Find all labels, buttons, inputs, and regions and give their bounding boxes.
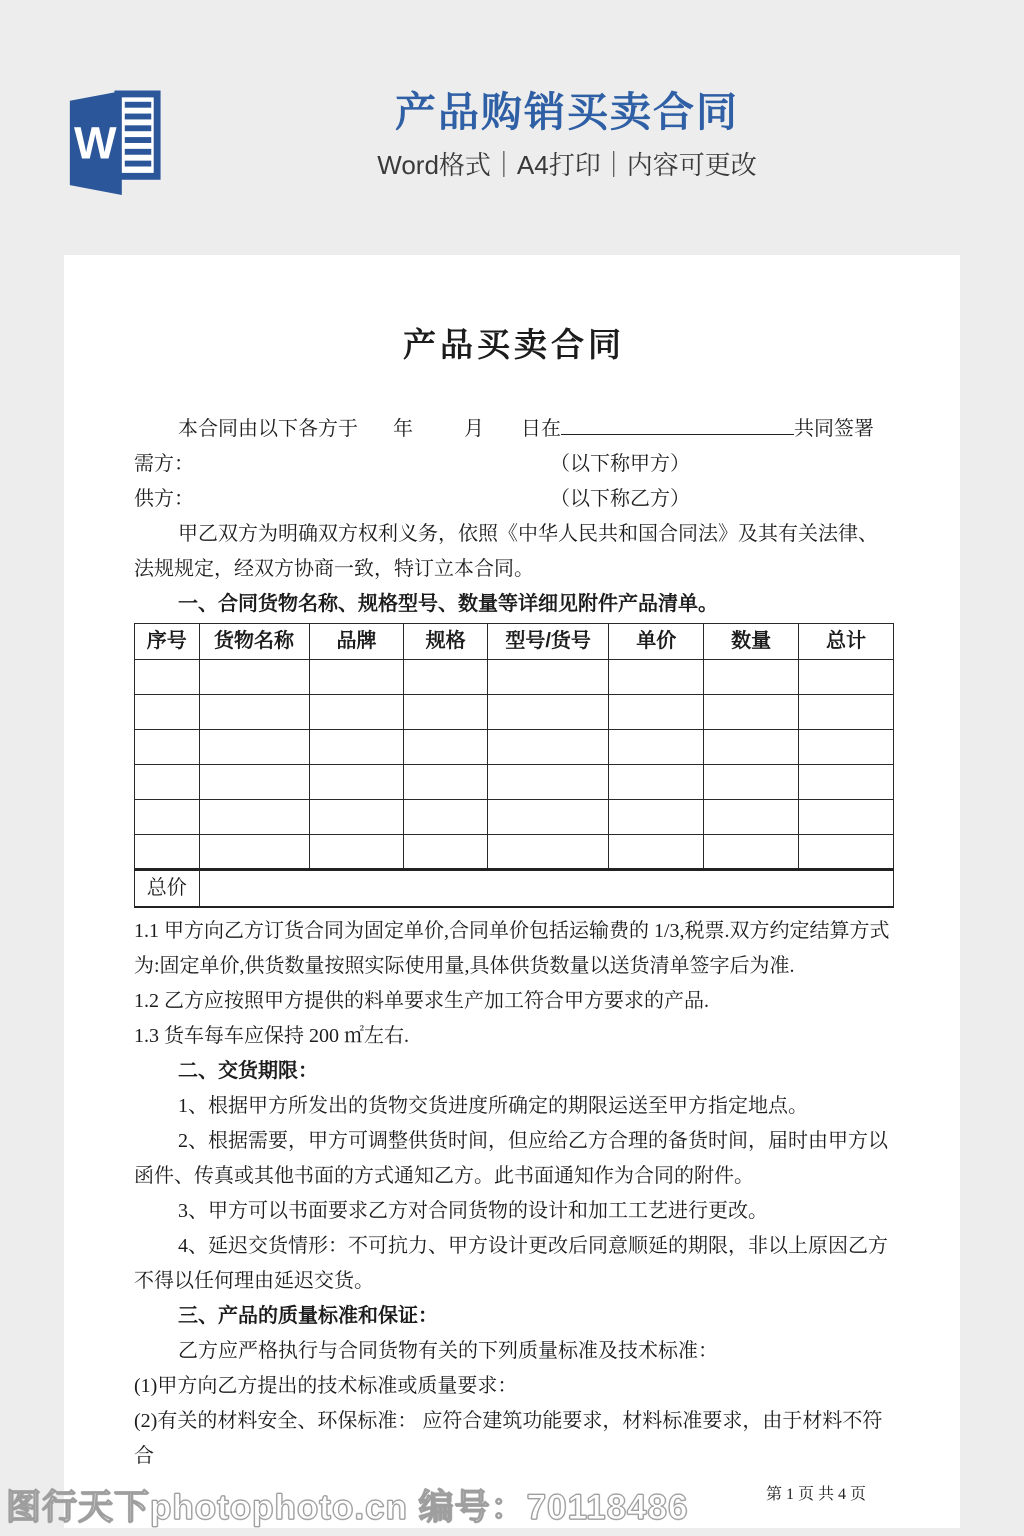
template-title: 产品购销买卖合同 — [395, 89, 739, 135]
goods-table — [134, 623, 894, 908]
clause-2-3: 3、甲方可以书面要求乙方对合同货物的设计和加工工艺进行更改。 — [178, 1200, 768, 1222]
clause-2-2: 2、根据需要，甲方可调整供货时间，但应给乙方合理的备货时间，届时由甲方以函件、传真或其他书面的方式通知乙方。此书面通知作为合同的附件。 — [134, 1130, 888, 1187]
total-price-value-cell — [199, 870, 894, 908]
clauses-section-2 — [134, 1089, 894, 1299]
party-supply-label: 供方： — [134, 488, 194, 510]
col-unit-price: 单价 — [609, 624, 704, 660]
clauses-section-3 — [134, 1334, 894, 1474]
party-supply-line — [134, 482, 894, 517]
section-3-heading: 三、产品的质量标准和保证： — [178, 1305, 438, 1327]
party-demand-note: （以下称甲方） — [550, 453, 690, 475]
contract-title: 产品买卖合同 — [403, 328, 625, 364]
col-spec: 规格 — [404, 624, 487, 660]
signing-line-pre: 本合同由以下各方于 — [178, 418, 358, 440]
clause-2-1: 1、根据甲方所发出的货物交货进度所确定的期限运送至甲方指定地点。 — [178, 1095, 808, 1117]
clause-1-1: 1.1 甲方向乙方订货合同为固定单价,合同单价包括运输费的 1/3,税票.双方约定结算方式为:固定单价,供货数量按照实际使用量,具体供货数量以送货清单签字后为准. — [134, 920, 890, 977]
table-row — [135, 800, 894, 835]
preamble: 甲乙双方为明确双方权利义务，依照《中华人民共和国合同法》及其有关法律、法规规定，经双方协商一致，特订立本合同。 — [134, 523, 878, 580]
table-row — [135, 835, 894, 870]
clause-1-2: 1.2 乙方应按照甲方提供的料单要求生产加工符合甲方要求的产品. — [134, 990, 709, 1012]
total-price-row — [135, 870, 894, 908]
page-number: 第 1 页 共 4 页 — [765, 1486, 866, 1503]
clause-1-3: 1.3 货车每车应保持 200 ㎡左右. — [134, 1025, 409, 1047]
table-row — [135, 695, 894, 730]
signing-line-year: 年 — [393, 418, 413, 440]
col-quantity: 数量 — [704, 624, 799, 660]
word-letter: W — [74, 117, 117, 169]
document-content — [64, 255, 960, 1510]
signing-place-blank — [561, 415, 794, 435]
col-total: 总计 — [799, 624, 894, 660]
table-row — [135, 765, 894, 800]
table-row — [135, 730, 894, 765]
clauses-section-1 — [134, 914, 894, 1054]
signing-line-suffix: 共同签署 — [794, 418, 874, 440]
col-index: 序号 — [135, 624, 200, 660]
total-price-label: 总价 — [135, 870, 200, 908]
clause-2-4: 4、延迟交货情形：不可抗力、甲方设计更改后同意顺延的期限，非以上原因乙方不得以任何理由延迟交货。 — [134, 1235, 888, 1292]
header-text-block — [110, 88, 1024, 181]
site-watermark: 图行天下photophoto.cn 编号：70118486 — [6, 1488, 689, 1527]
party-demand-line — [134, 447, 894, 482]
clause-3-1: (1)甲方向乙方提出的技术标准或质量要求： — [134, 1375, 518, 1397]
clause-3-intro: 乙方应严格执行与合同货物有关的下列质量标准及技术标准： — [178, 1340, 718, 1362]
signing-line-day: 日在 — [521, 418, 561, 440]
section-1-heading: 一、合同货物名称、规格型号、数量等详细见附件产品清单。 — [178, 593, 718, 615]
template-preview-header — [0, 0, 1024, 248]
template-subtitle: Word格式｜A4打印｜内容可更改 — [377, 150, 757, 180]
party-demand-label: 需方： — [134, 453, 194, 475]
document-page — [64, 255, 960, 1528]
col-goods-name: 货物名称 — [199, 624, 309, 660]
section-2-heading: 二、交货期限： — [178, 1060, 318, 1082]
table-row — [135, 660, 894, 695]
col-brand: 品牌 — [309, 624, 404, 660]
col-model: 型号/货号 — [487, 624, 608, 660]
party-supply-note: （以下称乙方） — [550, 488, 690, 510]
goods-table-header-row — [135, 624, 894, 660]
signing-line-month: 月 — [464, 418, 484, 440]
signing-line — [134, 412, 894, 447]
clause-3-2: (2)有关的材料安全、环保标准： 应符合建筑功能要求，材料标准要求，由于材料不符合 — [134, 1410, 883, 1467]
